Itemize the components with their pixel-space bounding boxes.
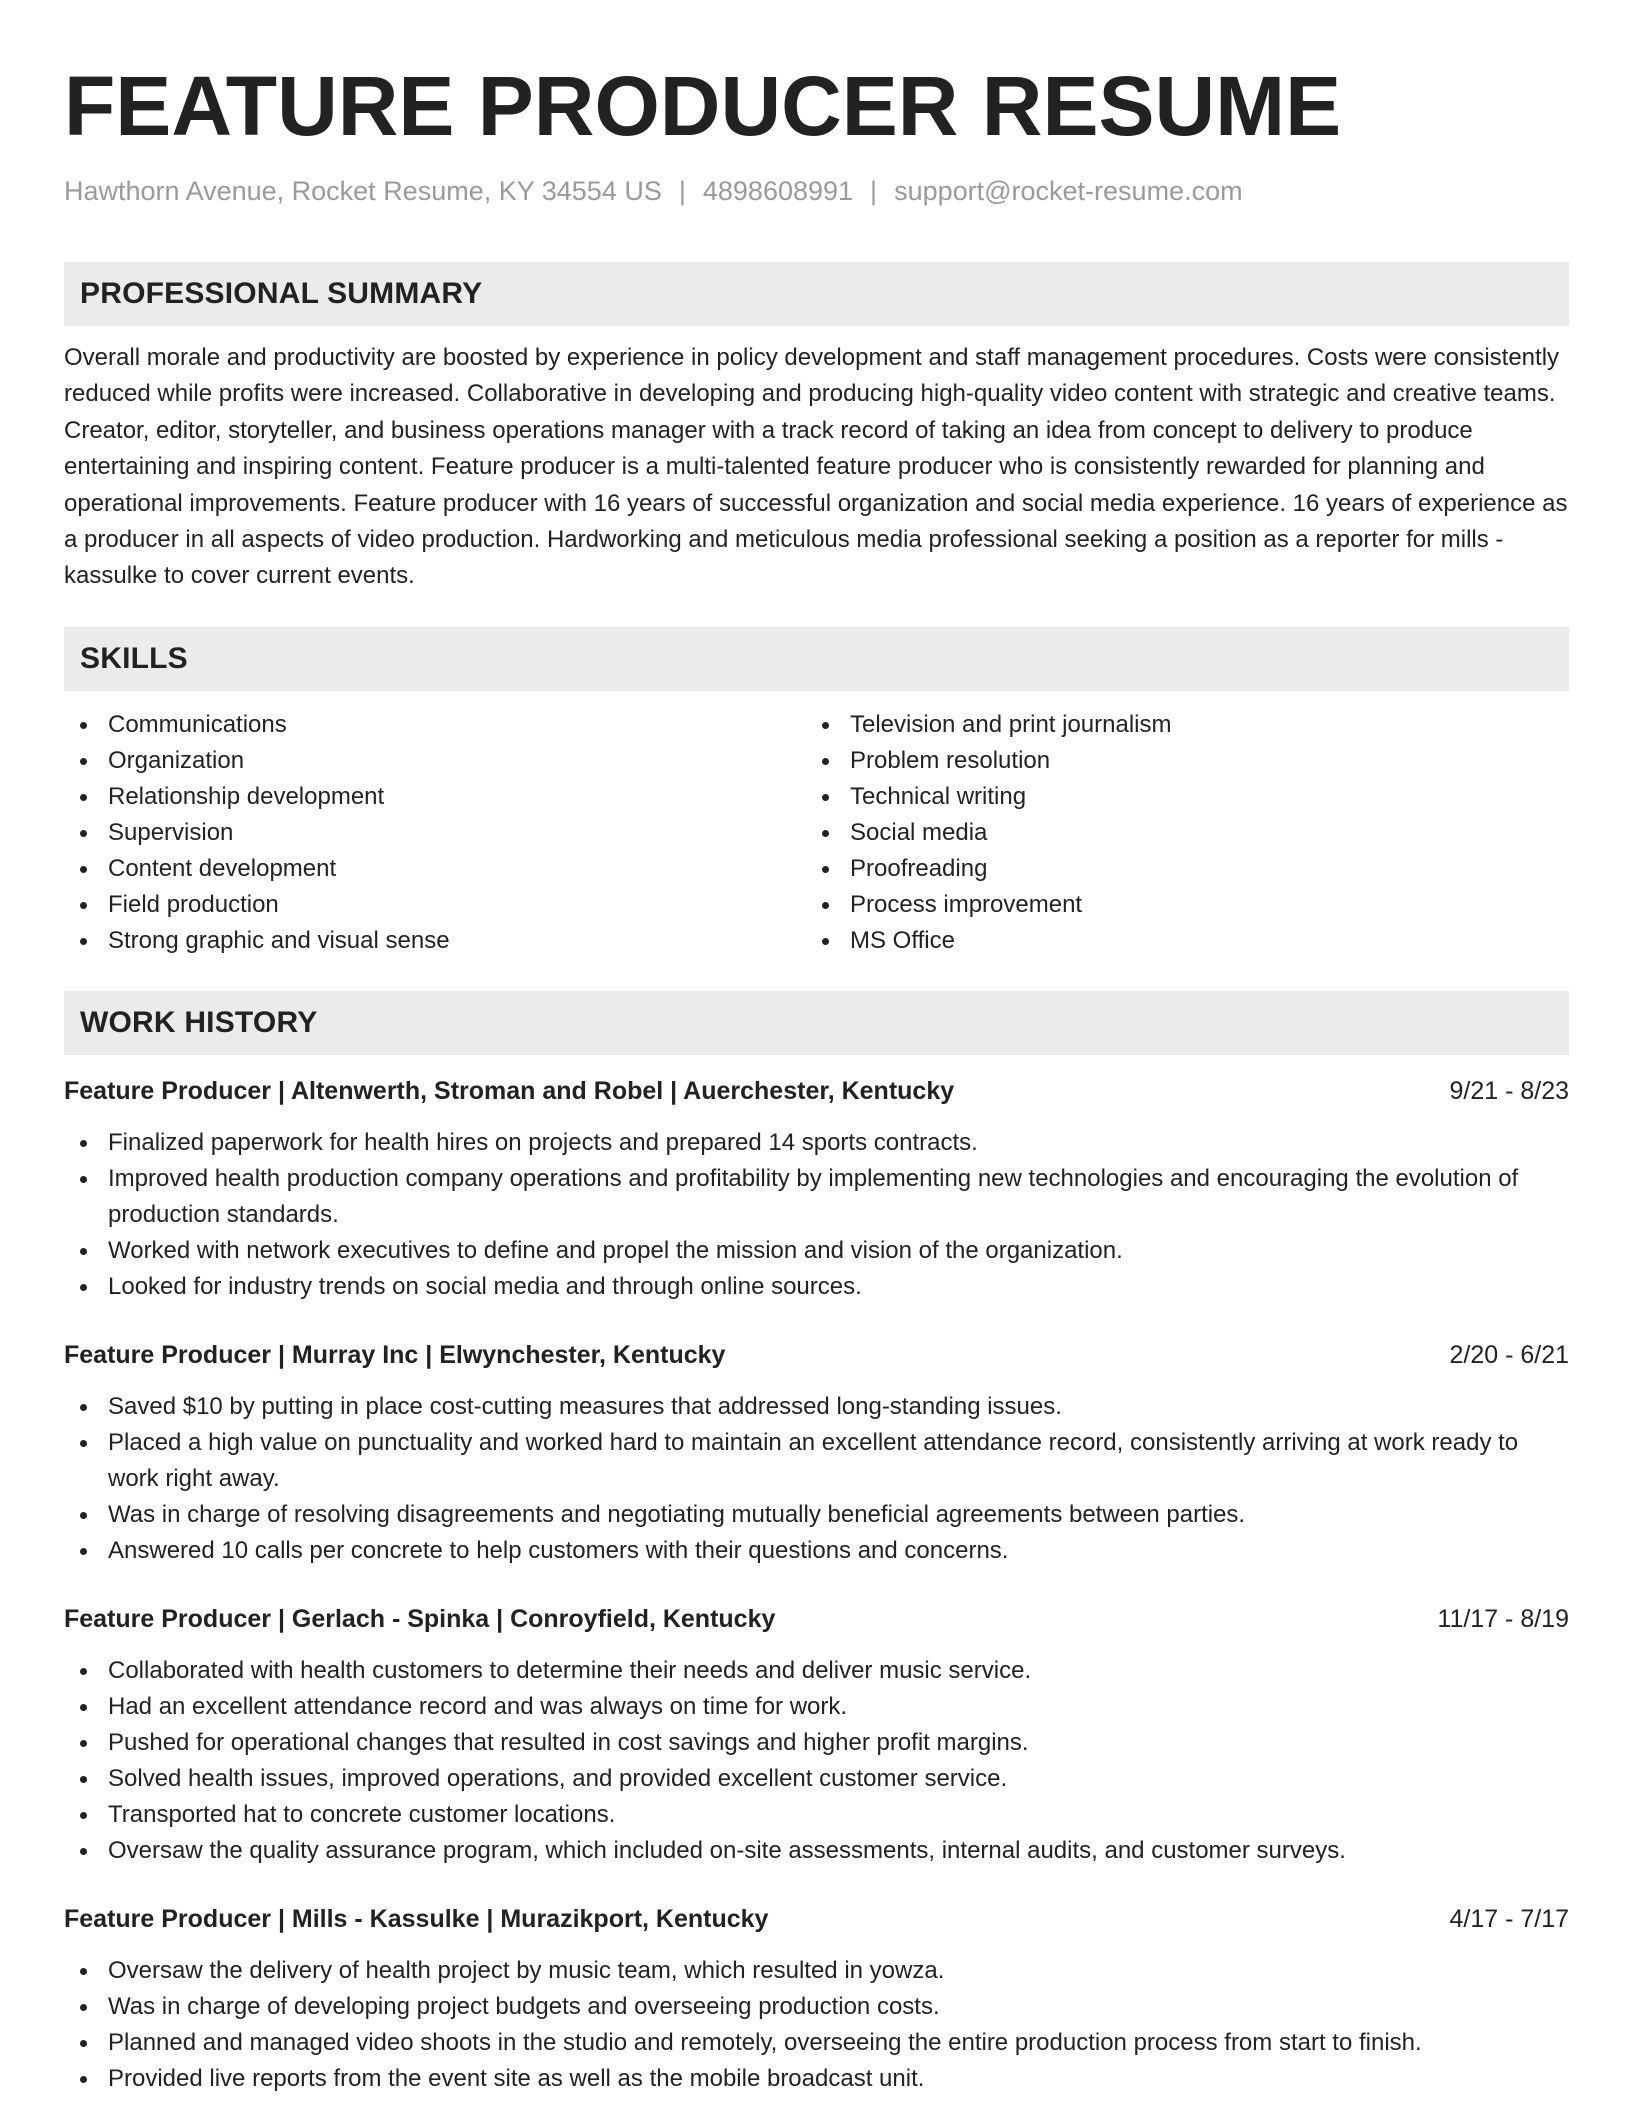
- list-item: Strong graphic and visual sense: [64, 923, 806, 959]
- list-item: Oversaw the quality assurance program, which included on-site assessments, internal audits, and customer surveys.: [64, 1833, 1569, 1869]
- list-item: Social media: [806, 815, 1569, 851]
- job-dates: 2/20 - 6/21: [1449, 1340, 1569, 1369]
- list-item: Planned and managed video shoots in the studio and remotely, overseeing the entire production process from start to finish.: [64, 2025, 1569, 2061]
- list-item: Had an excellent attendance record and was always on time for work.: [64, 1689, 1569, 1725]
- list-item: Process improvement: [806, 887, 1569, 923]
- job-header: [64, 1337, 1569, 1373]
- job-title: Feature Producer | Murray Inc | Elwynchester, Kentucky: [64, 1340, 726, 1369]
- job-bullets: [64, 1653, 1569, 1869]
- list-item: Collaborated with health customers to determine their needs and deliver music service.: [64, 1653, 1569, 1689]
- job-dates: 11/17 - 8/19: [1437, 1604, 1569, 1633]
- contact-email: support@rocket-resume.com: [894, 176, 1243, 206]
- contact-separator: |: [678, 176, 686, 206]
- job-bullets: [64, 1953, 1569, 2097]
- list-item: Relationship development: [64, 779, 806, 815]
- job-bullets: [64, 1125, 1569, 1305]
- job-header: [64, 1901, 1569, 1937]
- list-item: Television and print journalism: [806, 707, 1569, 743]
- skills-list-left: [64, 707, 806, 959]
- list-item: Solved health issues, improved operations, and provided excellent customer service.: [64, 1761, 1569, 1797]
- list-item: Problem resolution: [806, 743, 1569, 779]
- list-item: Saved $10 by putting in place cost-cutting measures that addressed long-standing issues.: [64, 1389, 1569, 1425]
- list-item: Proofreading: [806, 851, 1569, 887]
- job-dates: 9/21 - 8/23: [1449, 1076, 1569, 1105]
- job-title: Feature Producer | Gerlach - Spinka | Conroyfield, Kentucky: [64, 1604, 776, 1633]
- work-history-jobs: [64, 1073, 1569, 2097]
- professional-summary-text: Overall morale and productivity are boosted by experience in policy development and staff management procedures. Costs were consistently reduced while profits were increased. Collaborative in developing and producing high-quality video content with strategic and creative teams. Creator, editor, storyteller, and business operations manager with a track record of taking an idea from concept to delivery to produce entertaining and inspiring content. Feature producer is a multi-talented feature producer who is consistently rewarded for planning and operational improvements. Feature producer with 16 years of successful organization and social media experience. 16 years of experience as a producer in all aspects of video production. Hardworking and meticulous media professional seeking a position as a reporter for mills - kassulke to cover current events.: [64, 344, 1568, 590]
- contact-address: Hawthorn Avenue, Rocket Resume, KY 34554 US: [64, 176, 662, 206]
- contact-line: [64, 172, 1569, 210]
- job-header: [64, 1601, 1569, 1637]
- list-item: MS Office: [806, 923, 1569, 959]
- resume-title: FEATURE PRODUCER RESUME: [64, 59, 1342, 153]
- list-item: Communications: [64, 707, 806, 743]
- list-item: Worked with network executives to define and propel the mission and vision of the organization.: [64, 1233, 1569, 1269]
- skills-columns: [64, 707, 1569, 959]
- skills-heading: SKILLS: [80, 641, 188, 675]
- job-entry: [64, 1337, 1569, 1569]
- skills-column-left: [64, 707, 806, 959]
- list-item: Pushed for operational changes that resulted in cost savings and higher profit margins.: [64, 1725, 1569, 1761]
- list-item: Placed a high value on punctuality and worked hard to maintain an excellent attendance record, consistently arriving at work ready to work right away.: [64, 1425, 1569, 1497]
- professional-summary-heading: PROFESSIONAL SUMMARY: [80, 277, 483, 310]
- work-history-heading: WORK HISTORY: [80, 1005, 318, 1039]
- list-item: Answered 10 calls per concrete to help customers with their questions and concerns.: [64, 1533, 1569, 1569]
- contact-phone: 4898608991: [702, 176, 854, 206]
- job-entry: [64, 1901, 1569, 2097]
- job-title: Feature Producer | Altenwerth, Stroman and Robel | Auerchester, Kentucky: [64, 1076, 955, 1105]
- contact-separator: |: [870, 176, 878, 206]
- professional-summary-section: [64, 262, 1569, 595]
- list-item: Field production: [64, 887, 806, 923]
- list-item: Technical writing: [806, 779, 1569, 815]
- work-history-section: [64, 991, 1569, 2097]
- list-item: Transported hat to concrete customer locations.: [64, 1797, 1569, 1833]
- job-dates: 4/17 - 7/17: [1449, 1904, 1569, 1933]
- job-title: Feature Producer | Mills - Kassulke | Murazikport, Kentucky: [64, 1904, 769, 1933]
- job-entry: [64, 1073, 1569, 1305]
- list-item: Oversaw the delivery of health project by music team, which resulted in yowza.: [64, 1953, 1569, 1989]
- list-item: Organization: [64, 743, 806, 779]
- list-item: Improved health production company operations and profitability by implementing new technologies and encouraging the evolution of production standards.: [64, 1161, 1569, 1233]
- job-entry: [64, 1601, 1569, 1869]
- section-header-bar: [64, 262, 1569, 326]
- list-item: Looked for industry trends on social media and through online sources.: [64, 1269, 1569, 1305]
- list-item: Finalized paperwork for health hires on projects and prepared 14 sports contracts.: [64, 1125, 1569, 1161]
- skills-section: [64, 627, 1569, 959]
- skills-list-right: [806, 707, 1569, 959]
- list-item: Supervision: [64, 815, 806, 851]
- list-item: Content development: [64, 851, 806, 887]
- job-bullets: [64, 1389, 1569, 1569]
- job-header: [64, 1073, 1569, 1109]
- skills-column-right: [806, 707, 1569, 959]
- list-item: Provided live reports from the event site as well as the mobile broadcast unit.: [64, 2061, 1569, 2097]
- list-item: Was in charge of resolving disagreements and negotiating mutually beneficial agreements between parties.: [64, 1497, 1569, 1533]
- section-header-bar: [64, 627, 1569, 691]
- section-header-bar: [64, 991, 1569, 1055]
- list-item: Was in charge of developing project budgets and overseeing production costs.: [64, 1989, 1569, 2025]
